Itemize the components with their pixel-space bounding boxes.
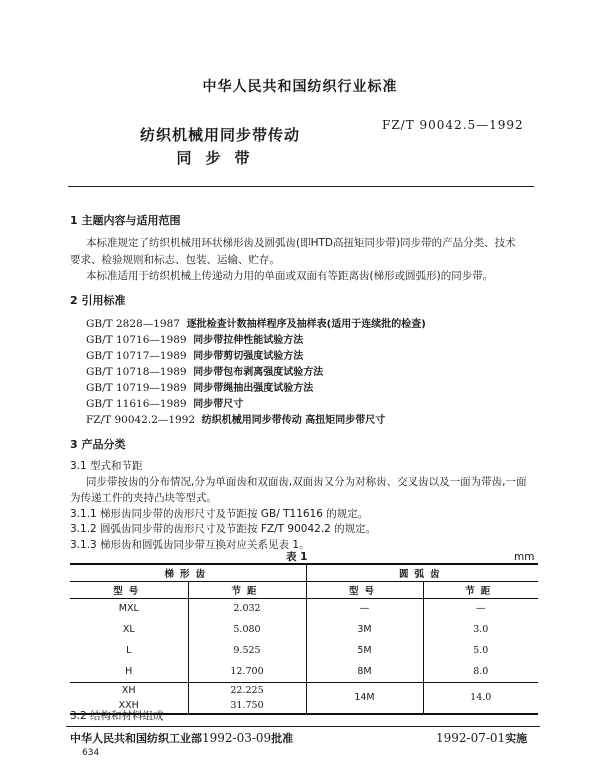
trap-pitch-cell: 9.525 bbox=[188, 640, 306, 661]
section-1-para-2: 本标准适用于纺织机械上传递动力用的单面或双面有等距离齿(梯形或圆弧形)的同步带。 bbox=[86, 270, 494, 282]
table-column-header-row bbox=[70, 581, 538, 598]
reference-item bbox=[86, 315, 426, 330]
footer-divider bbox=[66, 726, 540, 727]
section-3-2-heading: 3.2 结构和材料组成 bbox=[70, 710, 164, 722]
table-row bbox=[70, 619, 538, 640]
reference-item bbox=[86, 363, 323, 378]
reference-item bbox=[86, 331, 303, 346]
ref-title: 同步带绳抽出强度试验方法 bbox=[193, 383, 314, 394]
trap-type-cell: H bbox=[125, 665, 133, 677]
trap-pitch-cell: 22.225 bbox=[188, 682, 306, 698]
trap-pitch-cell: 2.032 bbox=[188, 598, 306, 619]
ref-title: 同步带剪切强度试验方法 bbox=[193, 351, 304, 362]
section-1-para-1-line-2: 要求、检验规则和标志、包装、运输、贮存。 bbox=[70, 254, 280, 266]
approval-suffix: 批准 bbox=[271, 732, 294, 745]
table-row bbox=[70, 661, 538, 682]
arc-pitch-cell: 5.0 bbox=[423, 640, 538, 661]
ref-title: 逐批检查计数抽样程序及抽样表(适用于连续批的检查) bbox=[186, 319, 426, 330]
reference-item bbox=[86, 411, 385, 426]
title-line-1: 纺织机械用同步带传动 bbox=[139, 126, 300, 144]
trap-type-cell: XXH bbox=[70, 698, 188, 714]
ref-title: 同步带拉伸性能试验方法 bbox=[193, 335, 304, 346]
col-trap-type: 型号 bbox=[70, 581, 188, 598]
trap-pitch-cell: 12.700 bbox=[188, 661, 306, 682]
ref-code: FZ/T 90042.2—1992 bbox=[86, 414, 196, 426]
section-3-1-line-2: 为传递工件的夹持凸块等型式。 bbox=[70, 492, 217, 504]
table-row bbox=[70, 640, 538, 661]
section-3-1-2: 3.1.2 圆弧齿同步带的齿形尺寸及节距按 FZ/T 90042.2 的规定。 bbox=[70, 523, 377, 535]
trap-pitch-cell: 5.080 bbox=[188, 619, 306, 640]
section-3-heading: 3 产品分类 bbox=[70, 438, 126, 451]
ref-code: GB/T 11616—1989 bbox=[86, 398, 187, 410]
issuing-organization: 中华人民共和国纺织行业标准 bbox=[202, 79, 398, 95]
ref-title: 纺织机械用同步带传动 高扭矩同步带尺寸 bbox=[201, 415, 386, 426]
page-number: 634 bbox=[82, 748, 100, 758]
approval-date: 1992-03-09 bbox=[202, 731, 272, 745]
arc-pitch-cell: 8.0 bbox=[423, 661, 538, 682]
approval-org: 中华人民共和国纺织工业部 bbox=[70, 732, 202, 745]
section-1-heading: 1 主题内容与适用范围 bbox=[70, 214, 181, 227]
section-1-para-1-line-1: 本标准规定了纺织机械用环状梯形齿及圆弧齿(即HTD高扭矩同步带)同步带的产品分类、技术 bbox=[86, 237, 516, 249]
section-2-heading: 2 引用标准 bbox=[70, 294, 126, 307]
reference-item bbox=[86, 379, 313, 394]
trap-type-cell: L bbox=[126, 645, 132, 656]
table-unit: mm bbox=[514, 551, 535, 563]
header-divider bbox=[68, 186, 534, 187]
arc-type-cell: 8M bbox=[306, 661, 423, 682]
arc-type-cell: 14M bbox=[306, 682, 423, 714]
table-caption: 表 1 bbox=[286, 551, 308, 563]
ref-title: 同步带尺寸 bbox=[193, 399, 244, 410]
approval-line bbox=[70, 730, 293, 746]
arc-type-cell: — bbox=[306, 598, 423, 619]
implementation-suffix: 实施 bbox=[505, 732, 528, 745]
trap-type-cell: XL bbox=[122, 624, 135, 635]
reference-item bbox=[86, 395, 243, 410]
arc-pitch-cell: 3.0 bbox=[423, 619, 538, 640]
arc-type-cell: 5M bbox=[306, 640, 423, 661]
implementation-line bbox=[436, 730, 527, 746]
group-arc: 圆弧齿 bbox=[306, 564, 538, 581]
reference-item bbox=[86, 347, 303, 362]
standard-code: FZ/T 90042.5—1992 bbox=[382, 118, 524, 132]
arc-pitch-cell: 14.0 bbox=[423, 682, 538, 714]
arc-type-cell: 3M bbox=[306, 619, 423, 640]
section-3-1-1: 3.1.1 梯形齿同步带的齿形尺寸及节距按 GB/ T11616 的规定。 bbox=[70, 508, 369, 520]
col-trap-pitch: 节距 bbox=[188, 581, 306, 598]
ref-code: GB/T 10719—1989 bbox=[86, 382, 187, 394]
trap-type-cell: XH bbox=[70, 682, 188, 698]
ref-code: GB/T 10718—1989 bbox=[86, 366, 187, 378]
section-3-1-heading: 3.1 型式和节距 bbox=[70, 460, 143, 472]
ref-code: GB/T 2828—1987 bbox=[86, 318, 180, 330]
group-trapezoidal: 梯形齿 bbox=[70, 564, 306, 581]
table-row bbox=[70, 682, 538, 698]
implementation-date: 1992-07-01 bbox=[436, 731, 506, 745]
col-arc-pitch: 节距 bbox=[423, 581, 538, 598]
trap-type-cell: MXL bbox=[118, 603, 139, 615]
section-3-1-line-1: 同步带按齿的分布情况,分为单面齿和双面齿,双面齿又分为对称齿、交叉齿以及一面为带齿,一面 bbox=[86, 476, 527, 488]
trap-pitch-cell: 31.750 bbox=[188, 698, 306, 714]
table-1 bbox=[70, 563, 538, 715]
table-group-header-row bbox=[70, 564, 538, 581]
section-3-1-3: 3.1.3 梯形齿和圆弧齿同步带互换对应关系见表 1。 bbox=[70, 539, 310, 551]
ref-title: 同步带包布剥离强度试验方法 bbox=[193, 367, 324, 378]
title-line-2: 同步带 bbox=[176, 149, 264, 167]
arc-pitch-cell: — bbox=[423, 598, 538, 619]
table-row bbox=[70, 598, 538, 619]
ref-code: GB/T 10716—1989 bbox=[86, 334, 187, 346]
col-arc-type: 型号 bbox=[306, 581, 423, 598]
ref-code: GB/T 10717—1989 bbox=[86, 350, 187, 362]
